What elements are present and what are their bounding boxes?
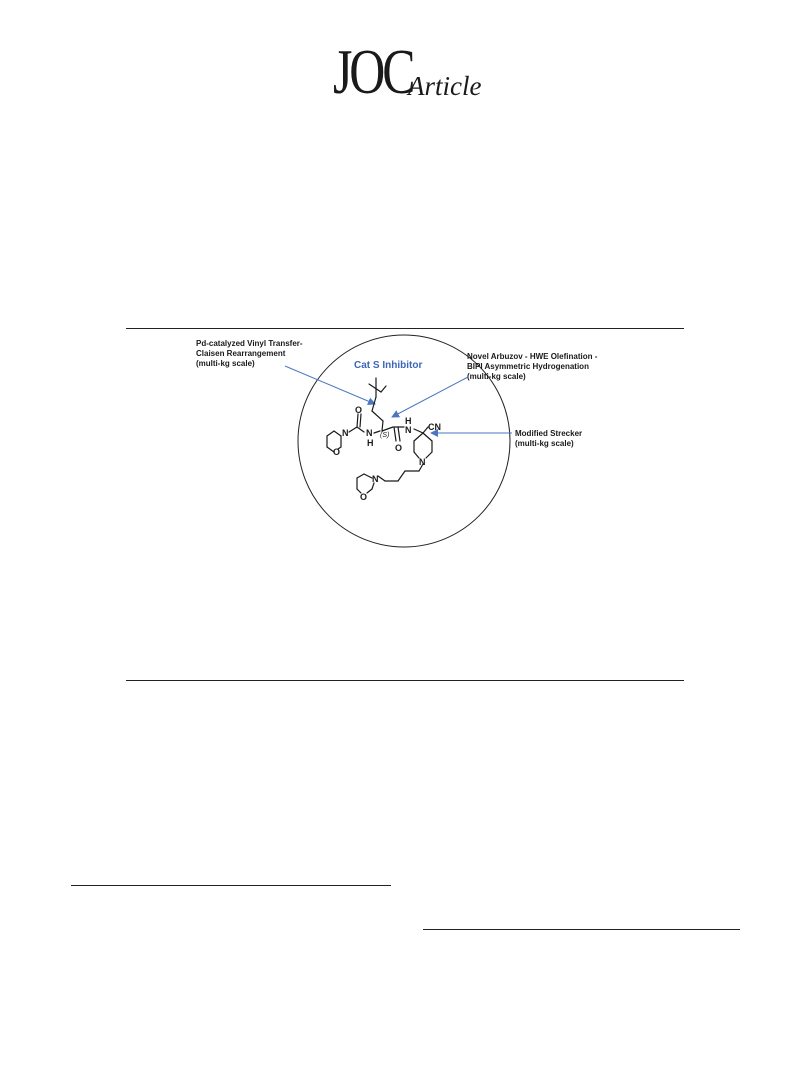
atom-amide-H: H: [405, 416, 412, 426]
journal-logo-sub: Article: [408, 71, 482, 101]
atom-urea-O: O: [355, 405, 363, 415]
atom-morpholine2-O: O: [360, 492, 368, 502]
annotation-arbuzov-line2: BIPI Asymmetric Hydrogenation: [467, 362, 589, 371]
atom-morpholine2-N: N: [372, 474, 379, 484]
atom-nitrile: CN: [428, 422, 441, 432]
annotation-vinyl-transfer-line2: Claisen Rearrangement: [196, 349, 286, 358]
atom-amide-O: O: [395, 443, 403, 453]
atom-urea-ring-N: N: [342, 428, 349, 438]
figure-title: Cat S Inhibitor: [354, 360, 423, 371]
annotation-arbuzov-line1: Novel Arbuzov - HWE Olefination -: [467, 352, 598, 361]
arrow-vinyl-transfer: [285, 366, 375, 404]
atom-amide-N: N: [405, 425, 412, 435]
annotation-vinyl-transfer-line1: Pd-catalyzed Vinyl Transfer-: [196, 339, 303, 348]
atom-piperidine-N: N: [419, 457, 426, 467]
annotation-strecker-line2: (multi-kg scale): [515, 439, 574, 448]
annotation-strecker-line1: Modified Strecker: [515, 429, 583, 438]
stereocenter-label: (S): [380, 432, 390, 439]
atom-morpholine-O: O: [333, 447, 341, 457]
annotation-vinyl-transfer-line3: (multi-kg scale): [196, 359, 255, 368]
atom-urea-NH-H: H: [367, 438, 374, 448]
annotation-arbuzov-line3: (multi-kg scale): [467, 372, 526, 381]
journal-logo-main: JOC: [333, 36, 413, 107]
arrow-arbuzov: [392, 377, 468, 417]
atom-urea-NH-N: N: [366, 428, 373, 438]
